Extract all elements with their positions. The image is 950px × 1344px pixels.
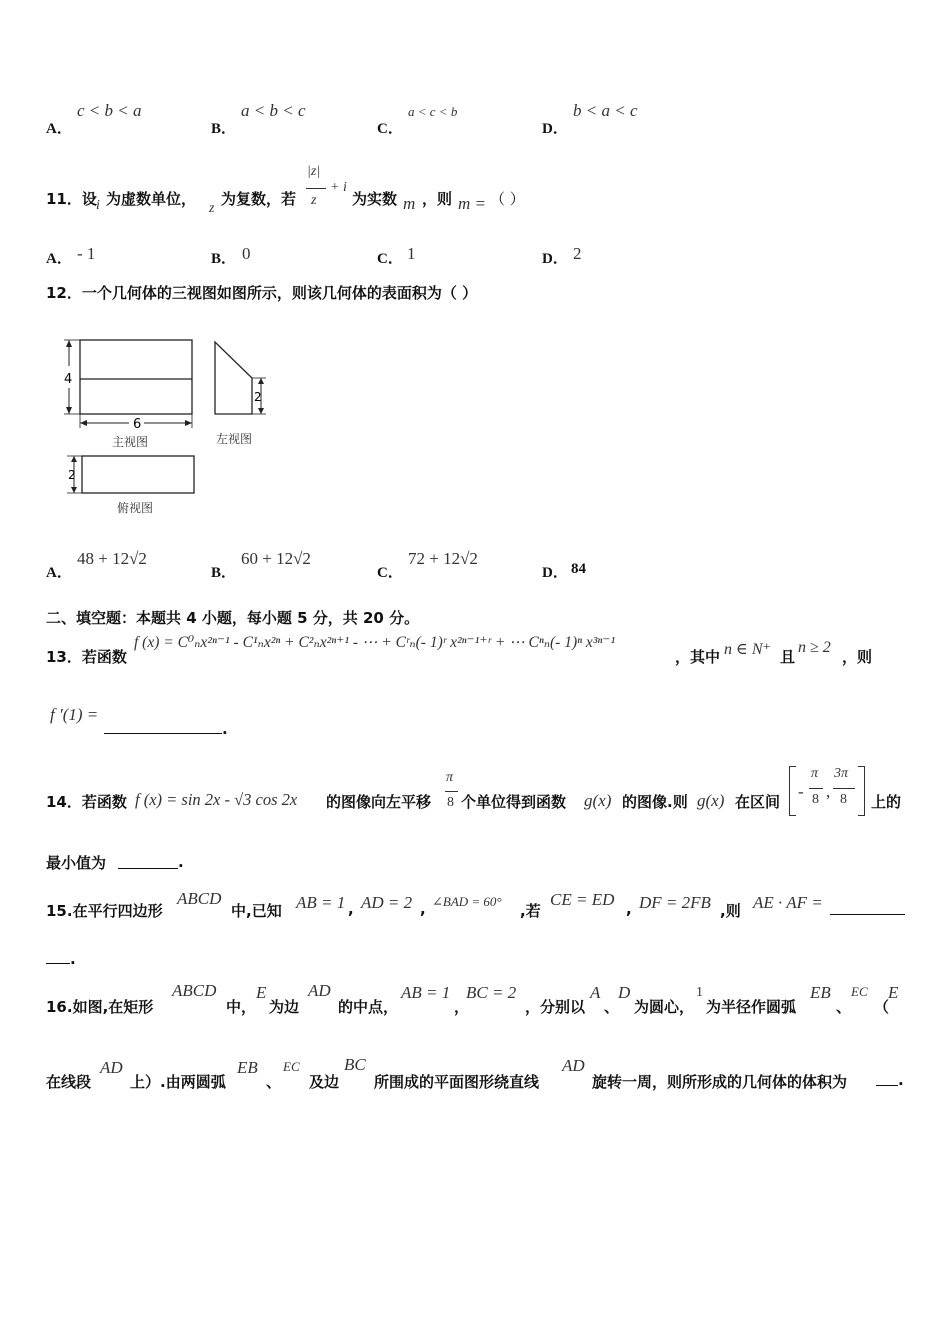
q13-cond-1: n ∈ N⁺ — [724, 641, 771, 658]
q15-ae-af: AE · AF = — [753, 893, 823, 912]
q16-radius: 1 — [696, 985, 703, 1000]
q11-number: 11．设 — [46, 190, 97, 208]
dim-6: 6 — [133, 417, 142, 432]
dim-4-arrow-up — [66, 340, 72, 347]
q15-answer-blank-2 — [46, 963, 70, 964]
q16-d: D — [618, 983, 631, 1002]
dim-2-top-arrow-down — [71, 487, 77, 493]
dim-6-arrow-left — [80, 420, 87, 426]
q14-line-2: 最小值为 — [46, 854, 107, 872]
top-view-rect — [82, 456, 194, 493]
q15-sep-1: , — [348, 900, 354, 918]
q16-end: . — [898, 1071, 904, 1089]
q16-arc-ec: EC — [851, 984, 868, 999]
q12-option-c-text: 72 + 12√2 — [408, 549, 478, 568]
q10-option-b-label: B． — [211, 121, 237, 137]
q14-text-4: 在区间 — [735, 793, 781, 811]
q11-z: z — [209, 201, 215, 216]
q13-derivative: f ′(1) = — [50, 705, 99, 724]
q15-cond-ad: AD = 2 — [361, 893, 413, 912]
q12-option-d-text: 84 — [571, 561, 586, 577]
q16-text-8: 为半径作圆弧 — [706, 998, 797, 1016]
q15-cond-ab: AB = 1 — [296, 893, 346, 912]
q11-m-eq: m = — [458, 194, 486, 213]
q14-answer-blank — [118, 868, 178, 869]
q13-text-1: ，其中 — [675, 648, 721, 666]
q12-option-a-label: A． — [46, 565, 72, 581]
q15-text-2: ,若 — [520, 902, 541, 920]
q16-text-2: 为边 — [269, 998, 300, 1016]
q14-text-5: 上的 — [871, 793, 902, 811]
q14-text-1: 的图像向左平移 — [326, 793, 432, 811]
q16-arc-ec-2: EC — [283, 1059, 300, 1074]
front-view-label: 主视图 — [112, 435, 149, 449]
q14-g-1: g(x) — [584, 791, 612, 810]
q11-frac-bar — [306, 188, 326, 189]
q11-answer-paren: （ ） — [490, 190, 525, 208]
q11-text-4: ，则 — [422, 190, 453, 208]
q14-int-a-num: π — [811, 766, 819, 781]
side-view-label: 左视图 — [216, 432, 253, 446]
q15-sep-2: , — [420, 900, 426, 918]
q11-option-d-text: 2 — [573, 244, 582, 263]
q16-a: A — [590, 983, 601, 1002]
q11-option-c-label: C． — [377, 251, 403, 267]
q16-line2-text-e: 所围成的平面图形绕直线 — [374, 1073, 540, 1091]
q11-option-a-label: A． — [46, 251, 72, 267]
q14-text-2: 个单位得到函数 — [461, 793, 567, 811]
q16-ab: AB = 1 — [401, 983, 451, 1002]
q16-arc-eb: EB — [810, 983, 831, 1002]
q16-line2-text-d: 及边 — [309, 1073, 340, 1091]
q11-m: m — [403, 194, 416, 213]
q13-formula: f (x) = C⁰ₙx²ⁿ⁻¹ - C¹ₙx²ⁿ + C²ₙx²ⁿ⁺¹ - ⋯ + Cʳₙ(- 1)ʳ x²ⁿ⁻¹⁺ʳ + ⋯ Cⁿₙ(- 1)ⁿ x³ⁿ⁻¹ — [134, 634, 616, 651]
q12-option-a-text: 48 + 12√2 — [77, 549, 147, 568]
q14-minus: - — [798, 782, 804, 801]
q10-option-d-label: D． — [542, 121, 568, 137]
q16-number: 16.如图,在矩形 — [46, 998, 154, 1016]
q16-arc-eb-2: EB — [237, 1058, 258, 1077]
q14-int-a-bar — [809, 788, 823, 789]
q16-text-10: （ — [874, 998, 890, 1016]
q16-line2-text-c: 、 — [266, 1073, 282, 1091]
q16-line2-text-b: 上）.由两圆弧 — [130, 1073, 226, 1091]
q16-text-6: 、 — [604, 998, 620, 1016]
q11-option-c-text: 1 — [407, 244, 416, 263]
section-2-heading: 二、填空题：本题共 4 小题，每小题 5 分，共 20 分。 — [46, 609, 420, 627]
dim-4-arrow-down — [66, 407, 72, 414]
q14-text-3: 的图像.则 — [622, 793, 688, 811]
dim-2-side-arrow-down — [258, 408, 264, 414]
q16-bc-2: BC — [344, 1055, 366, 1074]
q13-text-2: 且 — [780, 648, 796, 666]
q14-int-b-num: 3π — [834, 766, 849, 781]
q16-answer-blank — [876, 1085, 898, 1086]
q11-frac-denominator: z — [311, 193, 317, 208]
q13-text-3: ，则 — [842, 648, 873, 666]
q15-number: 15.在平行四边形 — [46, 902, 163, 920]
q16-line2-text-f: 旋转一周，则所形成的几何体的体积为 — [592, 1073, 848, 1091]
q11-option-b-text: 0 — [242, 244, 251, 263]
q11-text-3: 为实数 — [352, 190, 398, 208]
q12-option-d-label: D． — [542, 565, 568, 581]
dim-2-top: 2 — [68, 468, 76, 482]
dim-2-top-arrow-up — [71, 456, 77, 462]
q13-cond-2: n ≥ 2 — [798, 639, 831, 656]
q12-option-c-label: C． — [377, 565, 403, 581]
q16-ad-2: AD — [100, 1058, 123, 1077]
q14-bracket-right — [858, 766, 865, 816]
q16-ad: AD — [308, 981, 331, 1000]
q16-e-2: E — [888, 983, 899, 1002]
q12-option-b-text: 60 + 12√2 — [241, 549, 311, 568]
q14-g-2: g(x) — [697, 791, 725, 810]
q15-abcd: ABCD — [177, 889, 222, 908]
q11-i: i — [96, 198, 100, 213]
dim-2-side-arrow-up — [258, 378, 264, 384]
q14-comma: , — [826, 782, 831, 801]
q16-text-5: ，分别以 — [525, 998, 586, 1016]
q13-number: 13．若函数 — [46, 648, 127, 666]
q15-sep-3: , — [626, 900, 632, 918]
q14-int-a-den: 8 — [812, 792, 819, 807]
q12-text: 12．一个几何体的三视图如图所示，则该几何体的表面积为（ ） — [46, 284, 478, 302]
q14-frac-den: 8 — [447, 795, 454, 810]
dim-2-side: 2 — [254, 390, 262, 404]
q16-text-9: 、 — [836, 998, 852, 1016]
q16-abcd: ABCD — [172, 981, 217, 1000]
dim-4: 4 — [64, 372, 73, 387]
dim-6-arrow-right — [185, 420, 192, 426]
q10-option-c-text: a < c < b — [408, 104, 458, 119]
q14-function: f (x) = sin 2x - √3 cos 2x — [135, 790, 298, 809]
q10-option-c-label: C． — [377, 121, 403, 137]
q13-answer-blank — [104, 733, 222, 734]
q14-number: 14．若函数 — [46, 793, 127, 811]
q16-text-4: ， — [454, 998, 470, 1016]
q15-text-3: ,则 — [720, 902, 741, 920]
q11-option-d-label: D． — [542, 251, 568, 267]
q10-option-a-text: c < b < a — [77, 101, 142, 120]
q10-option-a-label: A． — [46, 121, 72, 137]
q14-end: . — [178, 853, 184, 871]
top-view-label: 俯视图 — [117, 501, 154, 515]
q16-text-3: 的中点， — [338, 998, 399, 1016]
q16-bc: BC = 2 — [466, 983, 517, 1002]
q16-e: E — [256, 983, 267, 1002]
q15-text-1: 中,已知 — [231, 902, 282, 920]
q13-end: . — [222, 720, 228, 738]
front-view-rect — [80, 340, 192, 414]
q11-frac-numerator: |z| — [307, 164, 321, 179]
q10-option-b-text: a < b < c — [241, 101, 306, 120]
q11-text-1: 为虚数单位， — [106, 190, 197, 208]
q16-text-7: 为圆心， — [634, 998, 695, 1016]
q15-end: . — [70, 950, 76, 968]
q11-option-b-label: B． — [211, 251, 237, 267]
side-view-shape — [215, 342, 252, 414]
q11-text-2: 为复数，若 — [221, 190, 297, 208]
q14-frac-bar — [445, 791, 458, 792]
q11-option-a-text: - 1 — [77, 244, 96, 263]
q15-cond-df: DF = 2FB — [639, 893, 711, 912]
q15-cond-ce: CE = ED — [550, 890, 615, 909]
q15-cond-angle: ∠BAD = 60° — [432, 894, 502, 909]
q10-option-d-text: b < a < c — [573, 101, 638, 120]
q14-frac-num: π — [446, 770, 454, 785]
q16-ad-3: AD — [562, 1056, 585, 1075]
q14-bracket-left — [789, 766, 796, 816]
q15-answer-blank-1 — [830, 914, 905, 915]
q11-plus-i: + i — [330, 180, 347, 195]
q16-text-1: 中， — [226, 998, 257, 1016]
q14-int-b-den: 8 — [840, 792, 847, 807]
three-view-figure — [55, 330, 275, 520]
q16-line2-text-a: 在线段 — [46, 1073, 92, 1091]
q14-int-b-bar — [833, 788, 855, 789]
q12-option-b-label: B． — [211, 565, 237, 581]
